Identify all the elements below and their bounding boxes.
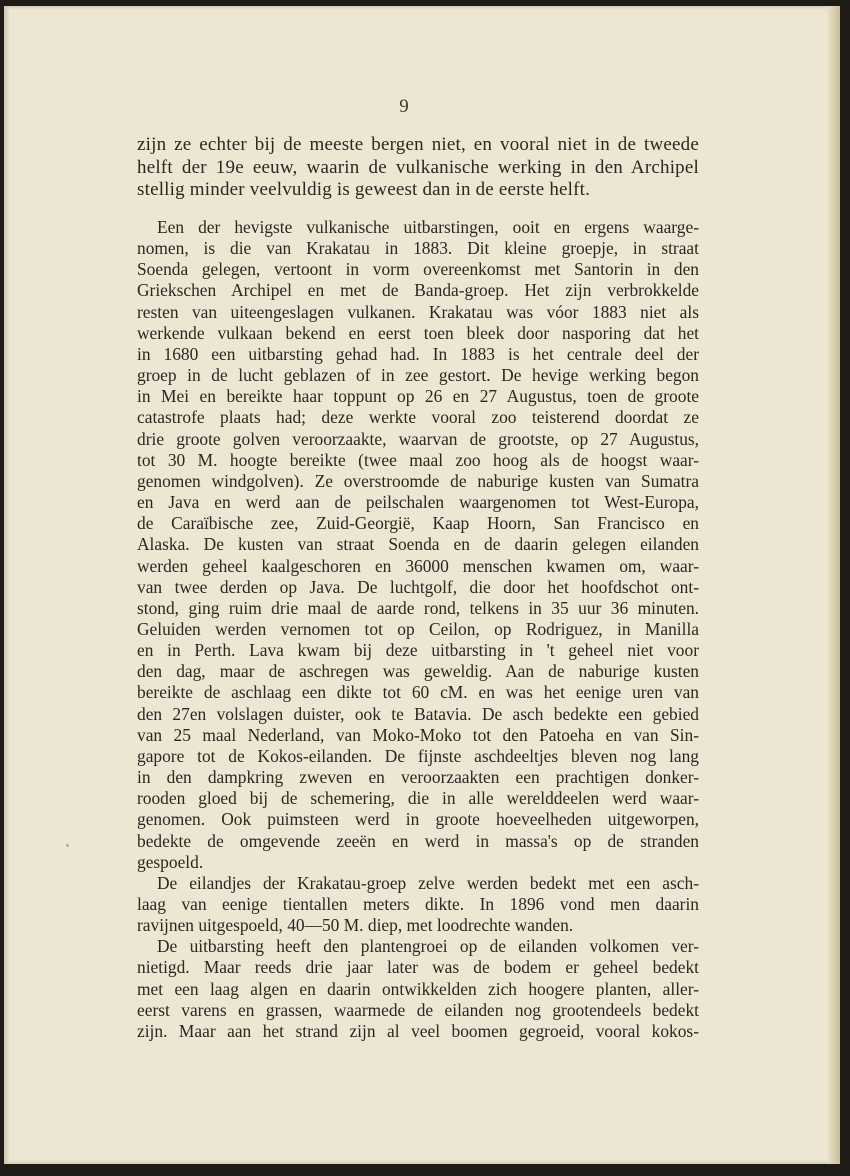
text-line: De eilandjes der Krakatau-groep zelve werden bedekt met een asch- — [157, 872, 699, 893]
text-line: en in Perth. Lava kwam bij deze uitbarsting in 't geheel niet voor — [137, 640, 699, 661]
text-line: bereikte de aschlaag een dikte tot 60 cM. en was het eenige uren van — [137, 682, 699, 703]
text-line: laag van eenige tientallen meters dikte. In 1896 vond men daarin — [137, 894, 699, 914]
text-line: ravijnen uitgespoeld, 40—50 M. diep, met loodrechte wanden. — [137, 915, 574, 936]
page-edge — [828, 6, 840, 1164]
text-line: werkende vulkaan bekend en eerst toen bleek door nasporing dat het — [137, 322, 699, 343]
text-line: gapore tot de Kokos-eilanden. De fijnste aschdeeltjes bleven nog lang — [137, 745, 699, 766]
text-line: genomen. Ook puimsteen werd in groote hoeveelheden uitgeworpen, — [137, 809, 699, 830]
text-line: de Caraïbische zee, Zuid-Georgië, Kaap Hoorn, San Francisco en — [137, 513, 699, 534]
text-line: werden geheel kaalgeschoren en 36000 menschen kwamen om, waar- — [137, 555, 699, 576]
text-line: zijn ze echter bij de meeste bergen niet, en vooral niet in de tweede — [137, 134, 699, 155]
text-line: Geluiden werden vernomen tot op Ceilon, op Rodriguez, in Manilla — [137, 618, 699, 639]
text-line: in den dampkring zweven en veroorzaakten een prachtigen donker- — [137, 767, 699, 788]
text-line: den 27en volslagen duister, ook te Batavia. De asch bedekte een gebied — [137, 703, 699, 724]
text-line: met een laag algen en daarin ontwikkelden zich hoogere planten, aller- — [137, 978, 699, 999]
text-line: in 1680 een uitbarsting gehad had. In 1883 is het centrale deel der — [137, 343, 699, 364]
intro-paragraph — [137, 134, 699, 202]
text-line: van 25 maal Nederland, van Moko-Moko tot den Patoeha en van Sin- — [137, 724, 699, 745]
page-number: 9 — [399, 96, 409, 117]
text-line: Alaska. De kusten van straat Soenda en de daarin gelegen eilanden — [137, 534, 699, 555]
text-line: den dag, maar de aschregen was geweldig. Aan de naburige kusten — [137, 661, 699, 682]
text-line: tot 30 M. hoogte bereikte (twee maal zoo hoog als de hoogst waar- — [137, 449, 699, 470]
text-line: resten van uiteengeslagen vulkanen. Krakatau was vóor 1883 niet als — [137, 301, 699, 322]
text-line: helft der 19e eeuw, waarin de vulkanische werking in den Archipel — [137, 156, 699, 178]
text-line: stond, ging ruim drie maal de aarde rond, telkens in 35 uur 36 minuten. — [137, 597, 699, 618]
page-left-shade — [4, 6, 10, 1164]
text-line: eerst varens en grassen, waarmede de eilanden nog grootendeels bedekt — [137, 999, 699, 1020]
text-line: catastrofe plaats had; deze werkte vooral zoo teisterend doordat ze — [137, 407, 699, 428]
text-line: zijn. Maar aan het strand zijn al veel boomen gegroeid, vooral kokos- — [137, 1020, 699, 1041]
text-line: rooden gloed bij de schemering, die in alle werelddeelen werd waar- — [137, 788, 699, 809]
text-line: Griekschen Archipel en met de Banda-groep. Het zijn verbrokkelde — [137, 280, 699, 301]
text-line: genomen windgolven). Ze overstroomde de naburige kusten van Sumatra — [137, 470, 699, 491]
text-line: Soenda gelegen, vertoont in vorm overeenkomst met Santorin in den — [137, 259, 699, 280]
text-line: in Mei en bereikte haar toppunt op 26 en 27 Augustus, toen de groote — [137, 386, 699, 407]
text-line: nomen, is die van Krakatau in 1883. Dit kleine groepje, in straat — [137, 238, 699, 259]
book-page — [4, 6, 840, 1164]
text-line: nietigd. Maar reeds drie jaar later was de bodem er geheel bedekt — [137, 957, 699, 978]
body-text — [137, 217, 699, 1042]
text-line: De uitbarsting heeft den plantengroei op de eilanden volkomen ver- — [157, 936, 699, 957]
paper-fleck — [66, 844, 69, 847]
text-line: groep in de lucht geblazen of in zee gestort. De hevige werking begon — [137, 365, 699, 386]
text-line: bedekte de omgevende zeeën en werd in massa's op de stranden — [137, 830, 699, 851]
text-line: en Java en werd aan de peilschalen waargenomen tot West-Europa, — [137, 492, 699, 513]
text-line: gespoeld. — [137, 851, 204, 872]
text-line: Een der hevigste vulkanische uitbarstingen, ooit en ergens waarge- — [157, 217, 699, 237]
text-line: van twee derden op Java. De luchtgolf, die door het hoofdschot ont- — [137, 576, 699, 597]
text-line: stellig minder veelvuldig is geweest dan in de eerste helft. — [137, 179, 591, 201]
text-line: drie groote golven veroorzaakte, waarvan de grootste, op 27 Augustus, — [137, 428, 699, 449]
